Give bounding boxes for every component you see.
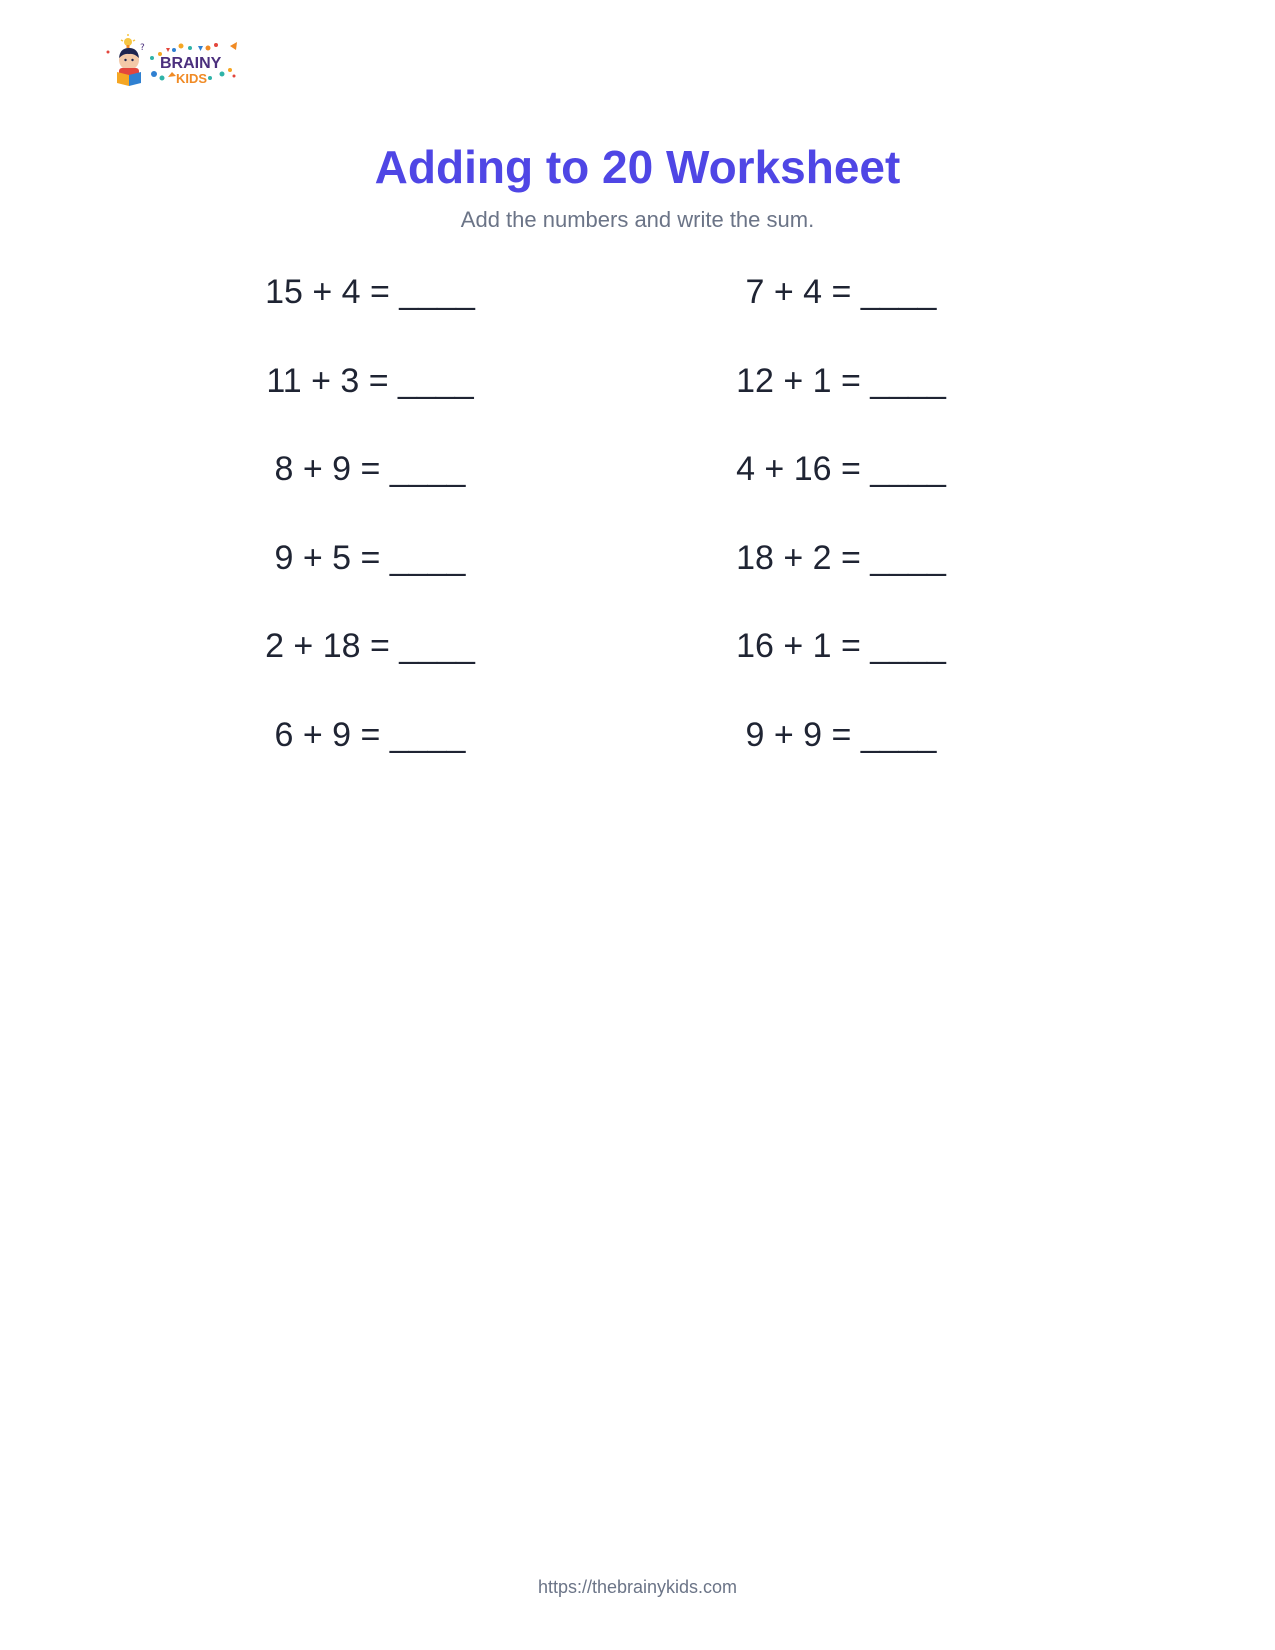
brainy-kids-logo	[104, 32, 254, 96]
worksheet-instructions: Add the numbers and write the sum.	[460, 207, 815, 232]
problem-4: 12 + 1 = ____	[736, 362, 946, 400]
footer-url: https://thebrainykids.com	[537, 1577, 738, 1597]
problem-2: 7 + 4 = ____	[745, 273, 937, 311]
problem-10: 16 + 1 = ____	[736, 627, 946, 665]
problem-5: 8 + 9 = ____	[274, 450, 466, 488]
problem-6: 4 + 16 = ____	[736, 450, 946, 488]
problem-8: 18 + 2 = ____	[736, 539, 946, 577]
problem-7: 9 + 5 = ____	[274, 539, 466, 577]
logo-text-brainy: BRAINY	[160, 55, 222, 72]
problem-9: 2 + 18 = ____	[265, 627, 475, 665]
logo-text-kids: KIDS	[176, 71, 208, 86]
problem-12: 9 + 9 = ____	[745, 716, 937, 754]
problem-3: 11 + 3 = ____	[266, 362, 474, 400]
worksheet-title: Adding to 20 Worksheet	[374, 141, 901, 193]
problem-11: 6 + 9 = ____	[274, 716, 466, 754]
problem-1: 15 + 4 = ____	[265, 273, 475, 311]
svg-text:?: ?	[140, 43, 145, 53]
